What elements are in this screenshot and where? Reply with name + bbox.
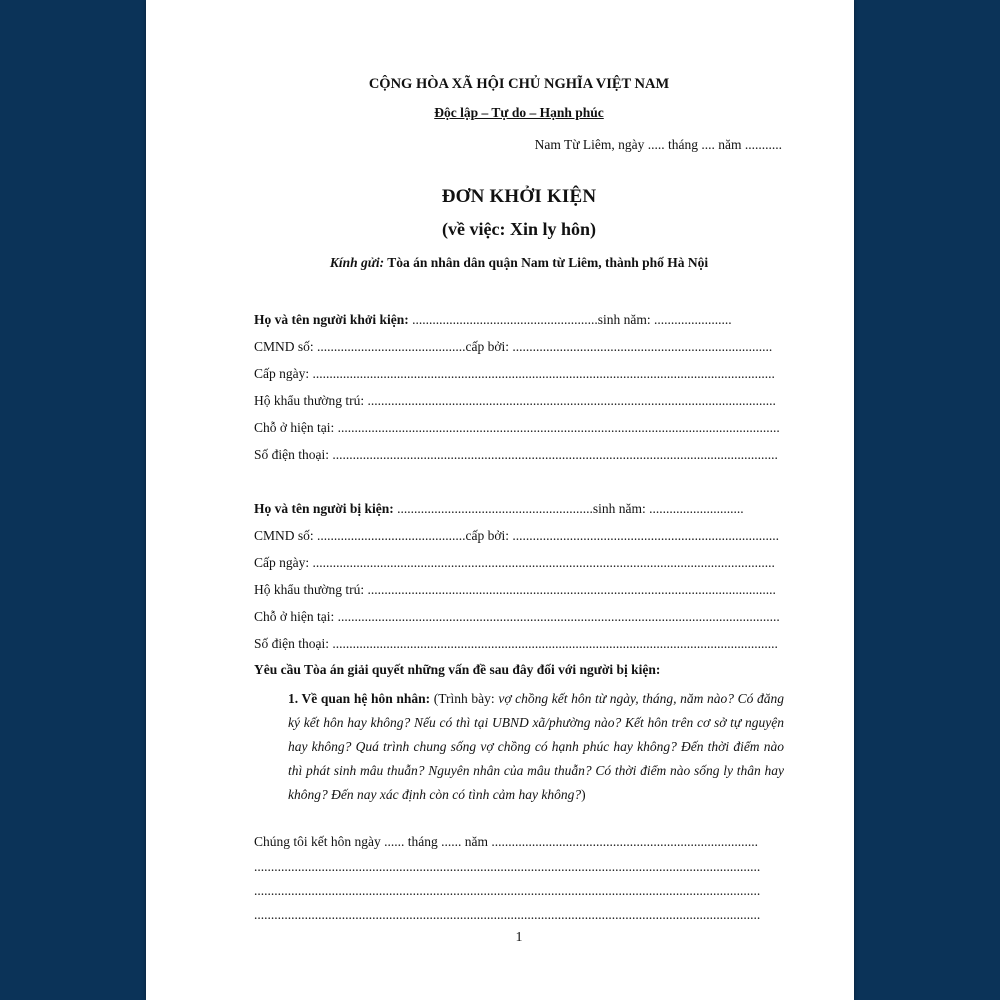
section-1-heading: 1. Về quan hệ hôn nhân: [288, 691, 431, 706]
section-1-close: ) [581, 787, 586, 802]
section-1-body: vợ chồng kết hôn từ ngày, tháng, năm nào? Có đăng ký kết hôn hay không? Nếu có thì tại UBND xã/phường nào? Kết hôn trên cơ sở tự nguyện hay không? Quá trình chung sống vợ chồng có hạnh phúc hay không? Đến thời điểm nào thì phát sinh mâu thuẫn? Nguyên nhân của mâu thuẫn? Có thời điểm nào sống ly thân hay không? Đến nay xác định còn có tình cảm hay không? [288, 691, 785, 802]
document-subtitle: (về việc: Xin ly hôn) [442, 219, 596, 239]
plaintiff-current-address-line: Chỗ ở hiện tại: ................................................................................................................................... [254, 420, 780, 435]
plaintiff-phone-line: Số điện thoại: .................................................................................................................................... [254, 447, 778, 462]
section-1-paragraph [254, 687, 784, 807]
page-number: 1 [515, 930, 523, 945]
blank-line-2: ...................................................................................................................................................... [254, 883, 761, 898]
plaintiff-issued-by-field: cấp bởi: ............................................................................. [465, 339, 773, 354]
plaintiff-id-field: CMND số: ............................................ [254, 339, 466, 354]
nation-heading: CỘNG HÒA XÃ HỘI CHỦ NGHĨA VIỆT NAM [368, 76, 670, 92]
section-1-text [254, 687, 784, 807]
recipient-line [254, 255, 784, 271]
marriage-date-line: Chúng tôi kết hôn ngày ...... tháng ...... năm ............................................................................... [254, 834, 758, 849]
document-page [146, 0, 854, 1000]
defendant-birth-field: sinh năm: ............................ [592, 501, 744, 516]
defendant-residence-line: Hộ khẩu thường trú: ......................................................................................................................... [254, 582, 776, 597]
blank-line-3: ...................................................................................................................................................... [254, 907, 761, 922]
defendant-issued-by-field: cấp bởi: ............................................................................... [465, 528, 780, 543]
dateline: Nam Từ Liêm, ngày ..... tháng .... năm ........... [534, 137, 782, 152]
defendant-name-field: .......................................................... [393, 501, 593, 516]
section-1-intro: (Trình bày: [430, 691, 499, 706]
defendant-name-line [254, 500, 784, 518]
plaintiff-issue-date-line: Cấp ngày: ......................................................................................................................................... [254, 366, 775, 381]
defendant-phone-line: Số điện thoại: .................................................................................................................................... [254, 636, 778, 651]
plaintiff-residence-line: Hộ khẩu thường trú: ......................................................................................................................... [254, 393, 776, 408]
plaintiff-name-line [254, 311, 784, 329]
document-title: ĐƠN KHỞI KIỆN [441, 186, 597, 207]
motto-text: Độc lập – Tự do – Hạnh phúc [434, 105, 604, 120]
recipient-value: Tòa án nhân dân quận Nam từ Liêm, thành phố Hà Nội [387, 255, 709, 270]
defendant-current-address-line: Chỗ ở hiện tại: ................................................................................................................................... [254, 609, 780, 624]
plaintiff-birth-field: sinh năm: ....................... [597, 312, 732, 327]
blank-line-1: ...................................................................................................................................................... [254, 859, 761, 874]
plaintiff-id-line [254, 338, 784, 356]
defendant-id-line [254, 527, 784, 545]
defendant-name-label: Họ và tên người bị kiện: [254, 501, 394, 516]
plaintiff-name-field: ....................................................... [408, 312, 598, 327]
motto [254, 105, 784, 121]
request-heading: Yêu cầu Tòa án giải quyết những vấn đề sau đây đối với người bị kiện: [254, 662, 661, 677]
defendant-issue-date-line: Cấp ngày: ......................................................................................................................................... [254, 555, 775, 570]
plaintiff-name-label: Họ và tên người khởi kiện: [254, 312, 409, 327]
defendant-id-field: CMND số: ............................................ [254, 528, 466, 543]
recipient-label: Kính gửi: [329, 255, 385, 270]
